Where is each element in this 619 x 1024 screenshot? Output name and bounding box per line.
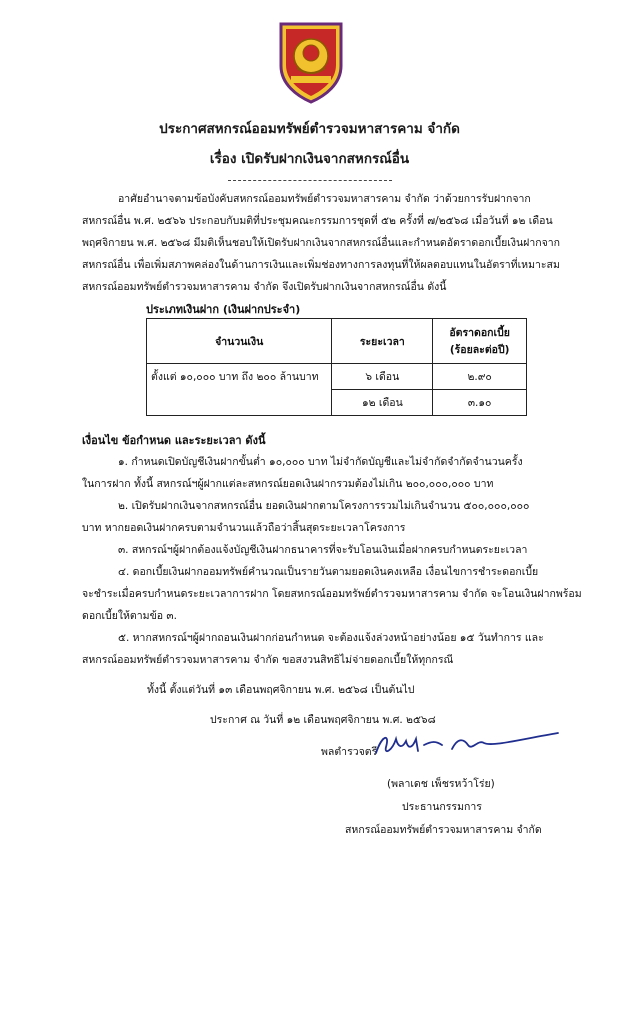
condition-5-line-2: สหกรณ์ออมทรัพย์ตำรวจมหาสารคาม จำกัด ขอสงวนสิทธิไม่จ่ายดอกเบี้ยให้ทุกกรณี (82, 654, 454, 666)
announcement-date: ประกาศ ณ วันที่ ๑๒ เดือนพฤศจิกายน พ.ศ. ๒๕๖๘ (210, 714, 436, 726)
amount-cell-empty (147, 390, 332, 416)
period-cell: ๖ เดือน (332, 364, 433, 390)
handwritten-signature (372, 727, 562, 761)
condition-2-line-1: ๒. เปิดรับฝากเงินจากสหกรณ์อื่น ยอดเงินฝากตามโครงการรวมไม่เกินจำนวน ๕๐๐,๐๐๐,๐๐๐ (118, 500, 530, 512)
signer-rank: พลตำรวจตรี (321, 746, 378, 758)
announcement-subject: เรื่อง เปิดรับฝากเงินจากสหกรณ์อื่น (209, 151, 410, 167)
deposit-type-caption: ประเภทเงินฝาก (เงินฝากประจำ) (146, 303, 301, 316)
table-header-row (147, 319, 527, 364)
table-row (147, 390, 527, 416)
condition-3-line-1: ๓. สหกรณ์ฯผู้ฝากต้องแจ้งบัญชีเงินฝากธนาคารที่จะรับโอนเงินเมื่อฝากครบกำหนดระยะเวลา (118, 544, 528, 556)
header-rate (433, 319, 527, 364)
table-row (147, 364, 527, 390)
period-cell: ๑๒ เดือน (332, 390, 433, 416)
title-divider (228, 180, 392, 181)
amount-cell: ตั้งแต่ ๑๐,๐๐๐ บาท ถึง ๒๐๐ ล้านบาท (147, 364, 332, 390)
condition-5-line-1: ๕. หากสหกรณ์ฯผู้ฝากถอนเงินฝากก่อนกำหนด จะต้องแจ้งล่วงหน้าอย่างน้อย ๑๕ วันทำการ และ (118, 632, 544, 644)
effective-date: ทั้งนี้ ตั้งแต่วันที่ ๑๓ เดือนพฤศจิกายน พ.ศ. ๒๕๖๘ เป็นต้นไป (147, 684, 415, 696)
rate-cell: ๒.๙๐ (433, 364, 527, 390)
intro-line-5: สหกรณ์ออมทรัพย์ตำรวจมหาสารคาม จำกัด จึงเปิดรับฝากเงินจากสหกรณ์อื่น ดังนี้ (82, 281, 447, 293)
condition-1-line-2: ในการฝาก ทั้งนี้ สหกรณ์ฯผู้ฝากแต่ละสหกรณ์ยอดเงินฝากรวมต้องไม่เกิน ๒๐๐,๐๐๐,๐๐๐ บาท (82, 478, 494, 490)
header-period: ระยะเวลา (332, 319, 433, 364)
intro-line-2: สหกรณ์อื่น พ.ศ. ๒๕๖๖ ประกอบกับมติที่ประชุมคณะกรรมการชุดที่ ๕๒ ครั้งที่ ๗/๒๕๖๘ เมื่อวันที่ ๑๒ เดือน (82, 215, 553, 227)
rate-cell: ๓.๑๐ (433, 390, 527, 416)
intro-line-3: พฤศจิกายน พ.ศ. ๒๕๖๘ มีมติเห็นชอบให้เปิดรับฝากเงินจากสหกรณ์อื่นและกำหนดอัตราดอกเบี้ยเงินฝากจาก (82, 237, 560, 249)
announcement-title: ประกาศสหกรณ์ออมทรัพย์ตำรวจมหาสารคาม จำกัด (159, 121, 460, 137)
signer-organization: สหกรณ์ออมทรัพย์ตำรวจมหาสารคาม จำกัด (345, 824, 542, 836)
condition-4-line-3: ดอกเบี้ยให้ตามข้อ ๓. (82, 610, 177, 622)
conditions-heading: เงื่อนไข ข้อกำหนด และระยะเวลา ดังนี้ (82, 434, 266, 447)
intro-line-4: สหกรณ์อื่น เพื่อเพิ่มสภาพคล่องในด้านการเงินและเพิ่มช่องทางการลงทุนที่ให้ผลตอบแทนในอัตราที่เหมาะสม (82, 259, 560, 271)
intro-line-1: อาศัยอำนาจตามข้อบังคับสหกรณ์ออมทรัพย์ตำรวจมหาสารคาม จำกัด ว่าด้วยการรับฝากจาก (118, 193, 531, 205)
condition-2-line-2: บาท หากยอดเงินฝากครบตามจำนวนแล้วถือว่าสิ้นสุดระยะเวลาโครงการ (82, 522, 406, 534)
condition-1-line-1: ๑. กำหนดเปิดบัญชีเงินฝากขั้นต่ำ ๑๐,๐๐๐ บาท ไม่จำกัดบัญชีและไม่จำกัดจำกัดจำนวนครั้ง (118, 456, 523, 468)
header-rate-line1: อัตราดอกเบี้ย (449, 327, 510, 339)
cooperative-emblem-logo (277, 20, 345, 104)
header-amount: จำนวนเงิน (147, 319, 332, 364)
signer-position: ประธานกรรมการ (402, 801, 482, 813)
signer-name: (พลาเดช เพ็ชรหว้าโร่ย) (387, 778, 495, 790)
condition-4-line-1: ๔. ดอกเบี้ยเงินฝากออมทรัพย์คำนวณเป็นรายวันตามยอดเงินคงเหลือ เงื่อนไขการชำระดอกเบี้ย (118, 566, 539, 578)
header-rate-line2: (ร้อยละต่อปี) (449, 344, 510, 356)
condition-4-line-2: จะชำระเมื่อครบกำหนดระยะเวลาการฝาก โดยสหกรณ์ออมทรัพย์ตำรวจมหาสารคาม จำกัด จะโอนเงินฝากพร้อม (82, 588, 582, 600)
deposit-rate-table (146, 318, 527, 416)
